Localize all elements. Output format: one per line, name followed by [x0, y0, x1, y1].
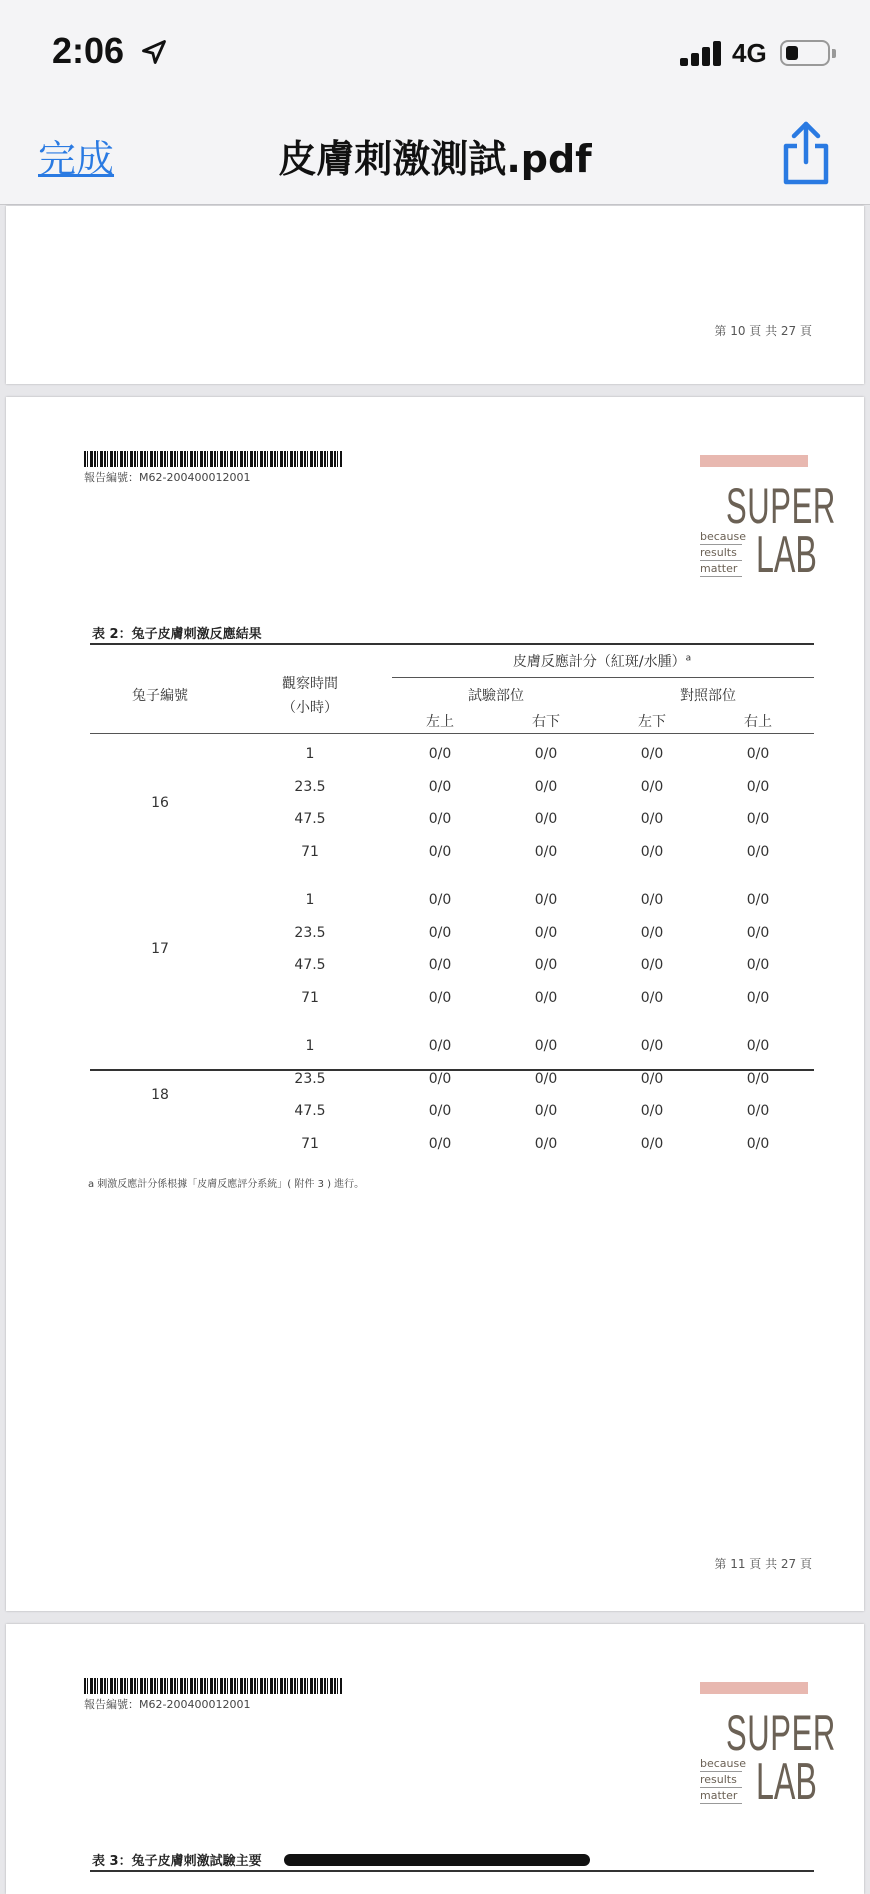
battery-icon: [780, 40, 830, 66]
score-cell: 0/0: [640, 746, 664, 762]
score-cell: 0/0: [640, 778, 664, 795]
score-cell: 0/0: [534, 843, 558, 860]
score-cell: 0/0: [746, 778, 770, 795]
status-bar: [0, 0, 870, 100]
score-cell: 0/0: [428, 746, 452, 762]
table-footnote: a 刺激反應計分係根據「皮膚反應評分系統」( 附件 3 ) 進行。: [88, 1179, 365, 1190]
score-cell: 0/0: [428, 1038, 452, 1054]
observation-time: 71: [301, 843, 319, 860]
score-cell: 0/0: [428, 1070, 452, 1087]
observation-time: 1: [305, 746, 315, 762]
score-cell: 0/0: [746, 811, 770, 827]
observation-time: 23.5: [294, 924, 326, 941]
document-title: 皮膚刺激測試.pdf: [278, 137, 592, 181]
score-cell: 0/0: [746, 924, 770, 941]
score-cell: 0/0: [746, 1038, 770, 1054]
score-cell: 0/0: [534, 811, 558, 827]
score-cell: 0/0: [640, 957, 664, 973]
table-title: 表 2：兔子皮膚刺激反應結果: [92, 627, 262, 642]
score-cell: 0/0: [640, 811, 664, 827]
score-cell: 0/0: [534, 746, 558, 762]
observation-time: 47.5: [294, 811, 326, 827]
score-header: 皮膚反應計分（紅斑/水腫）: [512, 654, 686, 670]
score-cell: 0/0: [534, 1038, 558, 1054]
report-number: 報告編號：M62-200400012001: [84, 471, 251, 484]
position-header: 右上: [744, 714, 772, 730]
report-number: 報告編號：M62-200400012001: [84, 1698, 251, 1711]
score-cell: 0/0: [428, 989, 452, 1006]
home-indicator[interactable]: [284, 1854, 590, 1866]
score-header-sup: a: [685, 653, 692, 664]
control-site-header: 對照部位: [680, 688, 736, 704]
col-header-time: 觀察時間: [282, 676, 338, 692]
score-cell: 0/0: [428, 924, 452, 941]
score-cell: 0/0: [640, 843, 664, 860]
score-cell: 0/0: [428, 843, 452, 860]
pdf-page-11: [6, 397, 864, 1611]
score-cell: 0/0: [428, 778, 452, 795]
rabbit-id: 17: [151, 940, 169, 957]
barcode: [84, 451, 342, 467]
score-cell: 0/0: [746, 1103, 770, 1119]
score-cell: 0/0: [640, 1038, 664, 1054]
score-cell: 0/0: [534, 1070, 558, 1087]
observation-time: 23.5: [294, 1070, 326, 1087]
rabbit-id: 18: [151, 1086, 169, 1103]
score-cell: 0/0: [746, 1070, 770, 1087]
score-cell: 0/0: [746, 989, 770, 1006]
super-lab-logo: SUPER because results matter LAB: [700, 1682, 810, 1802]
score-cell: 0/0: [534, 778, 558, 795]
col-header-time-unit: （小時）: [282, 700, 338, 716]
pdf-page-10: [6, 206, 864, 384]
rabbit-id: 16: [151, 794, 169, 811]
score-cell: 0/0: [640, 1135, 664, 1152]
score-cell: 0/0: [534, 1135, 558, 1152]
score-cell: 0/0: [746, 746, 770, 762]
nav-bar: [0, 100, 870, 205]
score-cell: 0/0: [640, 1103, 664, 1119]
score-cell: 0/0: [428, 957, 452, 973]
score-cell: 0/0: [640, 892, 664, 908]
score-cell: 0/0: [746, 957, 770, 973]
col-header-rabbit: 兔子編號: [132, 688, 188, 704]
observation-time: 47.5: [294, 1103, 326, 1119]
observation-time: 71: [301, 989, 319, 1006]
score-cell: 0/0: [640, 924, 664, 941]
score-cell: 0/0: [534, 1103, 558, 1119]
position-header: 左下: [638, 714, 666, 730]
test-site-header: 試驗部位: [468, 688, 524, 704]
score-cell: 0/0: [534, 892, 558, 908]
cellular-signal-icon: [680, 40, 724, 66]
observation-time: 1: [305, 892, 315, 908]
observation-time: 23.5: [294, 778, 326, 795]
share-icon[interactable]: [776, 118, 836, 188]
super-lab-logo: SUPER because results matter LAB: [700, 455, 810, 575]
page-footer: 第 11 頁 共 27 頁: [714, 1557, 812, 1571]
observation-time: 71: [301, 1135, 319, 1152]
score-cell: 0/0: [746, 1135, 770, 1152]
location-arrow-icon: [140, 38, 168, 66]
score-cell: 0/0: [428, 892, 452, 908]
score-cell: 0/0: [428, 811, 452, 827]
score-cell: 0/0: [534, 989, 558, 1006]
score-cell: 0/0: [534, 924, 558, 941]
page-footer: 第 10 頁 共 27 頁: [714, 324, 812, 338]
skin-reaction-table: [90, 643, 814, 1152]
score-cell: 0/0: [640, 1070, 664, 1087]
score-cell: 0/0: [640, 989, 664, 1006]
score-cell: 0/0: [534, 957, 558, 973]
observation-time: 47.5: [294, 957, 326, 973]
barcode: [84, 1678, 342, 1694]
done-button[interactable]: 完成: [38, 137, 115, 181]
table-title: 表 3：兔子皮膚刺激試驗主要: [92, 1854, 262, 1869]
network-type: 4G: [732, 38, 767, 68]
status-time: 2:06: [52, 30, 125, 71]
score-cell: 0/0: [746, 892, 770, 908]
observation-time: 1: [305, 1038, 315, 1054]
position-header: 左上: [426, 714, 454, 730]
score-cell: 0/0: [428, 1135, 452, 1152]
score-cell: 0/0: [746, 843, 770, 860]
score-cell: 0/0: [428, 1103, 452, 1119]
position-header: 右下: [532, 714, 560, 730]
